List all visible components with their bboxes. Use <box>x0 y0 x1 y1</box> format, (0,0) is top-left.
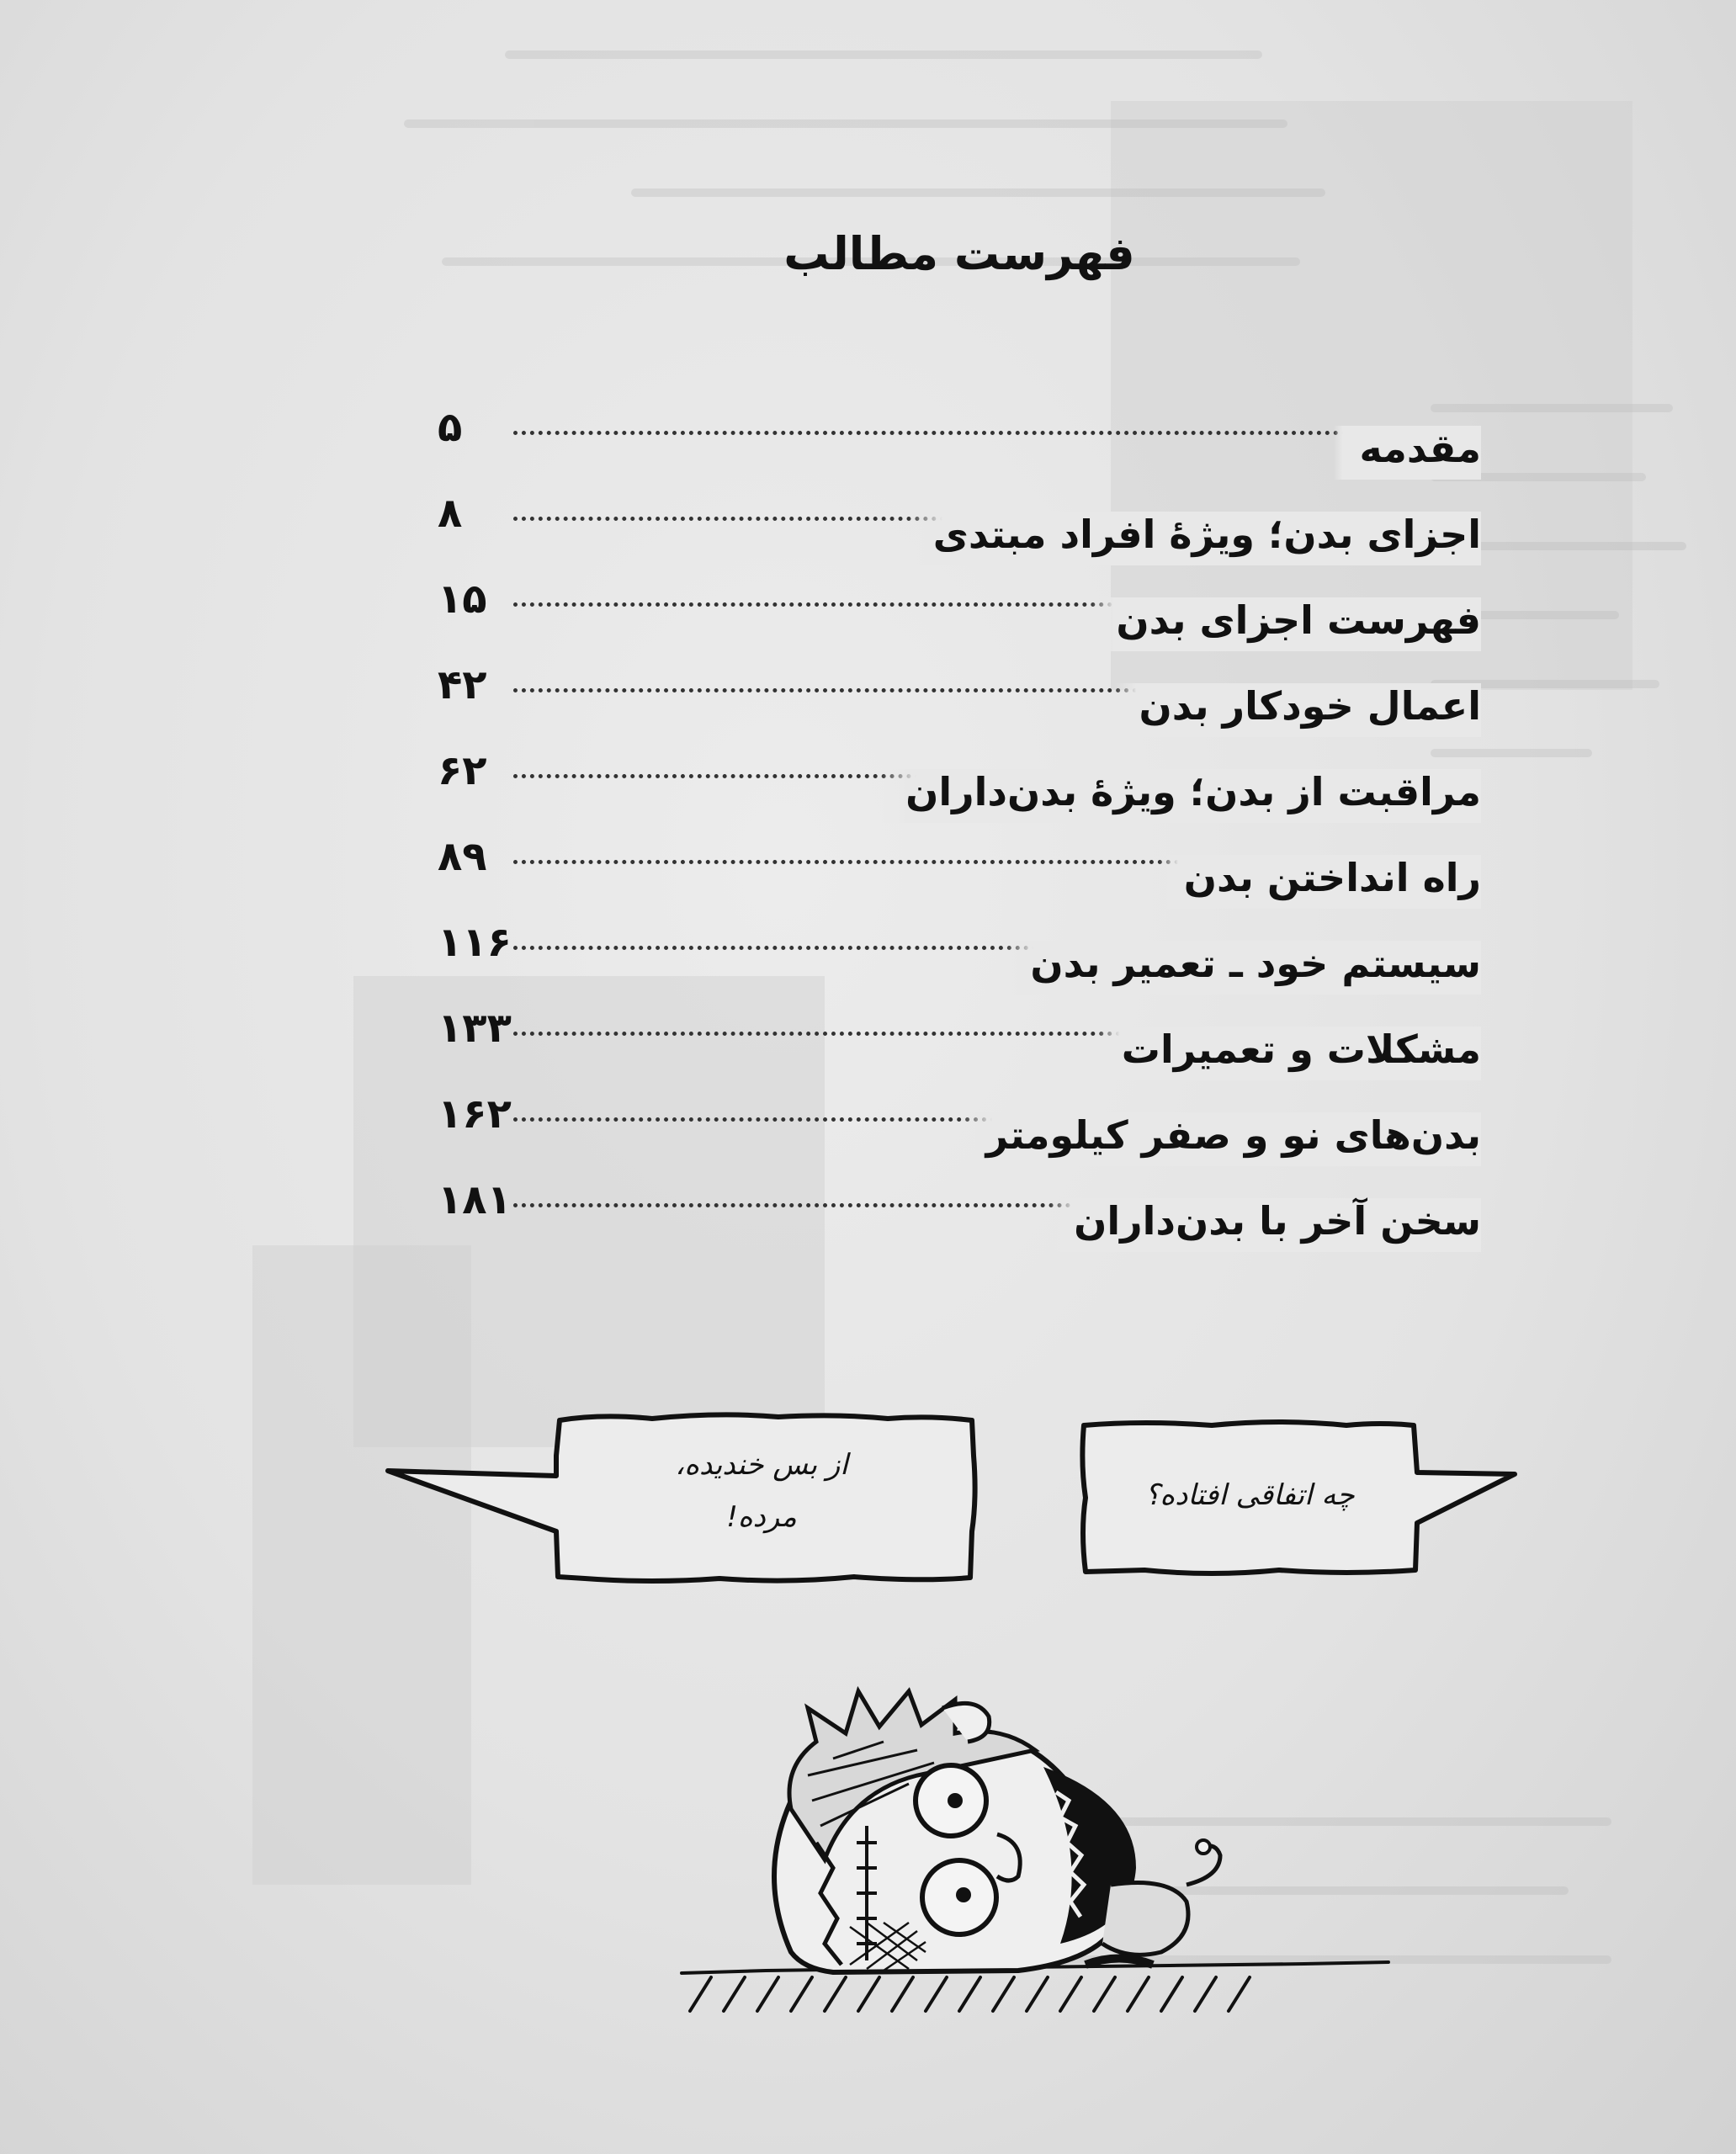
toc-entry-title: فهرست اجزای بدن <box>1116 597 1481 643</box>
toc-entry <box>438 653 1481 739</box>
toc-entry-title: راه انداختن بدن <box>1183 855 1481 900</box>
page-title: فهرست مطالب <box>783 227 1135 280</box>
toc-entry-page: ۸۹ <box>438 833 487 880</box>
toc-entry-title: بدن‌های نو و صفر کیلومتر <box>985 1112 1481 1158</box>
toc-entry-page: ۸ <box>438 490 463 537</box>
toc-entry <box>438 395 1481 481</box>
toc-entry <box>438 481 1481 567</box>
toc-entry-page: ۵ <box>438 404 463 451</box>
toc-entry <box>438 825 1481 910</box>
toc-entry-page: ۱۵ <box>438 576 487 623</box>
toc-entry-page: ۱۶۲ <box>438 1090 512 1138</box>
toc-entry-page: ۶۲ <box>438 747 487 794</box>
table-of-contents <box>438 395 1481 1254</box>
toc-entry-title: اعمال خودکار بدن <box>1139 683 1481 729</box>
laughing-head-icon <box>665 1674 1422 2031</box>
toc-entry <box>438 1082 1481 1168</box>
bubble-text: از بس خندیده، <box>675 1448 848 1482</box>
toc-entry-title: مشکلات و تعمیرات <box>1121 1027 1481 1072</box>
toc-entry-title: مراقبت از بدن؛ ویژهٔ بدن‌داران <box>905 769 1481 814</box>
toc-entry-title: سیستم خود ـ تعمیر بدن <box>1030 941 1481 986</box>
bubble-text: چه اتفاقی افتاده؟ <box>1144 1478 1355 1512</box>
toc-entry <box>438 910 1481 996</box>
toc-entry-title: اجزای بدن؛ ویژهٔ افراد مبتدی <box>932 512 1481 557</box>
toc-entry-page: ۴۲ <box>438 661 487 708</box>
toc-entry-page: ۱۸۱ <box>438 1176 512 1223</box>
toc-entry-page: ۱۱۶ <box>438 919 512 966</box>
toc-entry <box>438 567 1481 653</box>
speech-bubble-left <box>383 1405 980 1590</box>
toc-entry-title: مقدمه <box>1359 426 1481 471</box>
toc-entry <box>438 1168 1481 1254</box>
toc-entry <box>438 996 1481 1082</box>
toc-entry <box>438 739 1481 825</box>
toc-entry-title: سخن آخر با بدن‌داران <box>1074 1198 1481 1244</box>
toc-entry-page: ۱۳۳ <box>438 1005 512 1052</box>
bubble-text: مرده! <box>726 1500 797 1534</box>
speech-bubble-right <box>1077 1414 1523 1582</box>
show-through-text <box>252 50 1515 326</box>
